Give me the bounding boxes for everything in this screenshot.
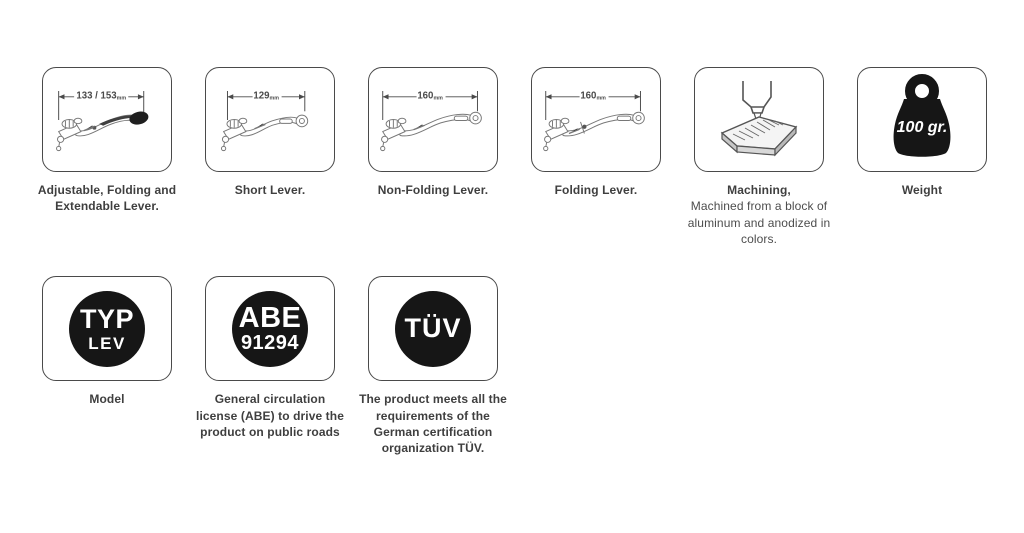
features-row-2 — [42, 276, 1024, 456]
lever-folding-drawing-icon — [538, 74, 654, 166]
abe-badge-icon — [232, 291, 308, 367]
svg-text:100 gr.: 100 gr. — [896, 118, 948, 136]
feature-caption: Short Lever. — [234, 183, 306, 197]
feature-card-folding-lever — [531, 67, 661, 198]
feature-tile — [42, 276, 172, 381]
feature-caption: The product meets all the requirements of the German certification organization TÜV. — [359, 392, 507, 456]
feature-tile — [205, 276, 335, 381]
feature-tile — [42, 67, 172, 172]
feature-caption: Model — [89, 392, 125, 407]
feature-card-abe-license — [196, 276, 344, 440]
lever-non-folding-drawing-icon — [375, 74, 491, 166]
feature-caption: Non-Folding Lever. — [377, 183, 489, 197]
feature-caption — [682, 182, 836, 247]
svg-text:160mm: 160mm — [417, 90, 443, 102]
feature-caption: Folding Lever. — [554, 183, 638, 197]
feature-tile — [531, 67, 661, 172]
weight-kettlebell-icon — [872, 74, 972, 166]
machining-caption-body: Machined from a block of aluminum and anodized in colors. — [687, 199, 831, 246]
feature-card-short-lever — [205, 67, 335, 198]
svg-text:160mm: 160mm — [580, 90, 606, 102]
feature-tile — [694, 67, 824, 172]
badge-line-1: TÜV — [404, 313, 462, 344]
feature-caption: General circulation license (ABE) to drive the product on public roads — [196, 392, 344, 439]
features-row-1 — [37, 67, 1024, 247]
feature-card-machining — [687, 67, 831, 247]
feature-tile — [368, 276, 498, 381]
typ-lev-badge-icon — [69, 291, 145, 367]
badge-line-2: 91294 — [240, 332, 300, 355]
feature-caption: Weight — [901, 183, 943, 197]
badge-line-1: TYP — [79, 303, 134, 334]
feature-card-adjustable-lever — [37, 67, 177, 215]
feature-card-weight — [857, 67, 987, 198]
feature-card-non-folding-lever — [368, 67, 498, 198]
badge-line-2: LEV — [88, 333, 126, 353]
lever-adjustable-drawing-icon — [49, 74, 165, 166]
feature-tile — [205, 67, 335, 172]
lever-short-drawing-icon — [212, 74, 328, 166]
feature-card-model — [42, 276, 172, 407]
svg-text:133 / 153mm: 133 / 153mm — [76, 90, 127, 102]
feature-tile — [857, 67, 987, 172]
badge-line-1: ABE — [238, 302, 302, 335]
feature-caption: Adjustable, Folding and Extendable Lever. — [37, 183, 177, 214]
machining-caption-title: Machining, — [727, 183, 791, 197]
svg-text:129mm: 129mm — [253, 90, 279, 102]
cnc-machining-icon — [709, 76, 809, 164]
tuv-badge-icon — [395, 291, 471, 367]
feature-card-tuv-certification — [359, 276, 507, 456]
feature-tile — [368, 67, 498, 172]
